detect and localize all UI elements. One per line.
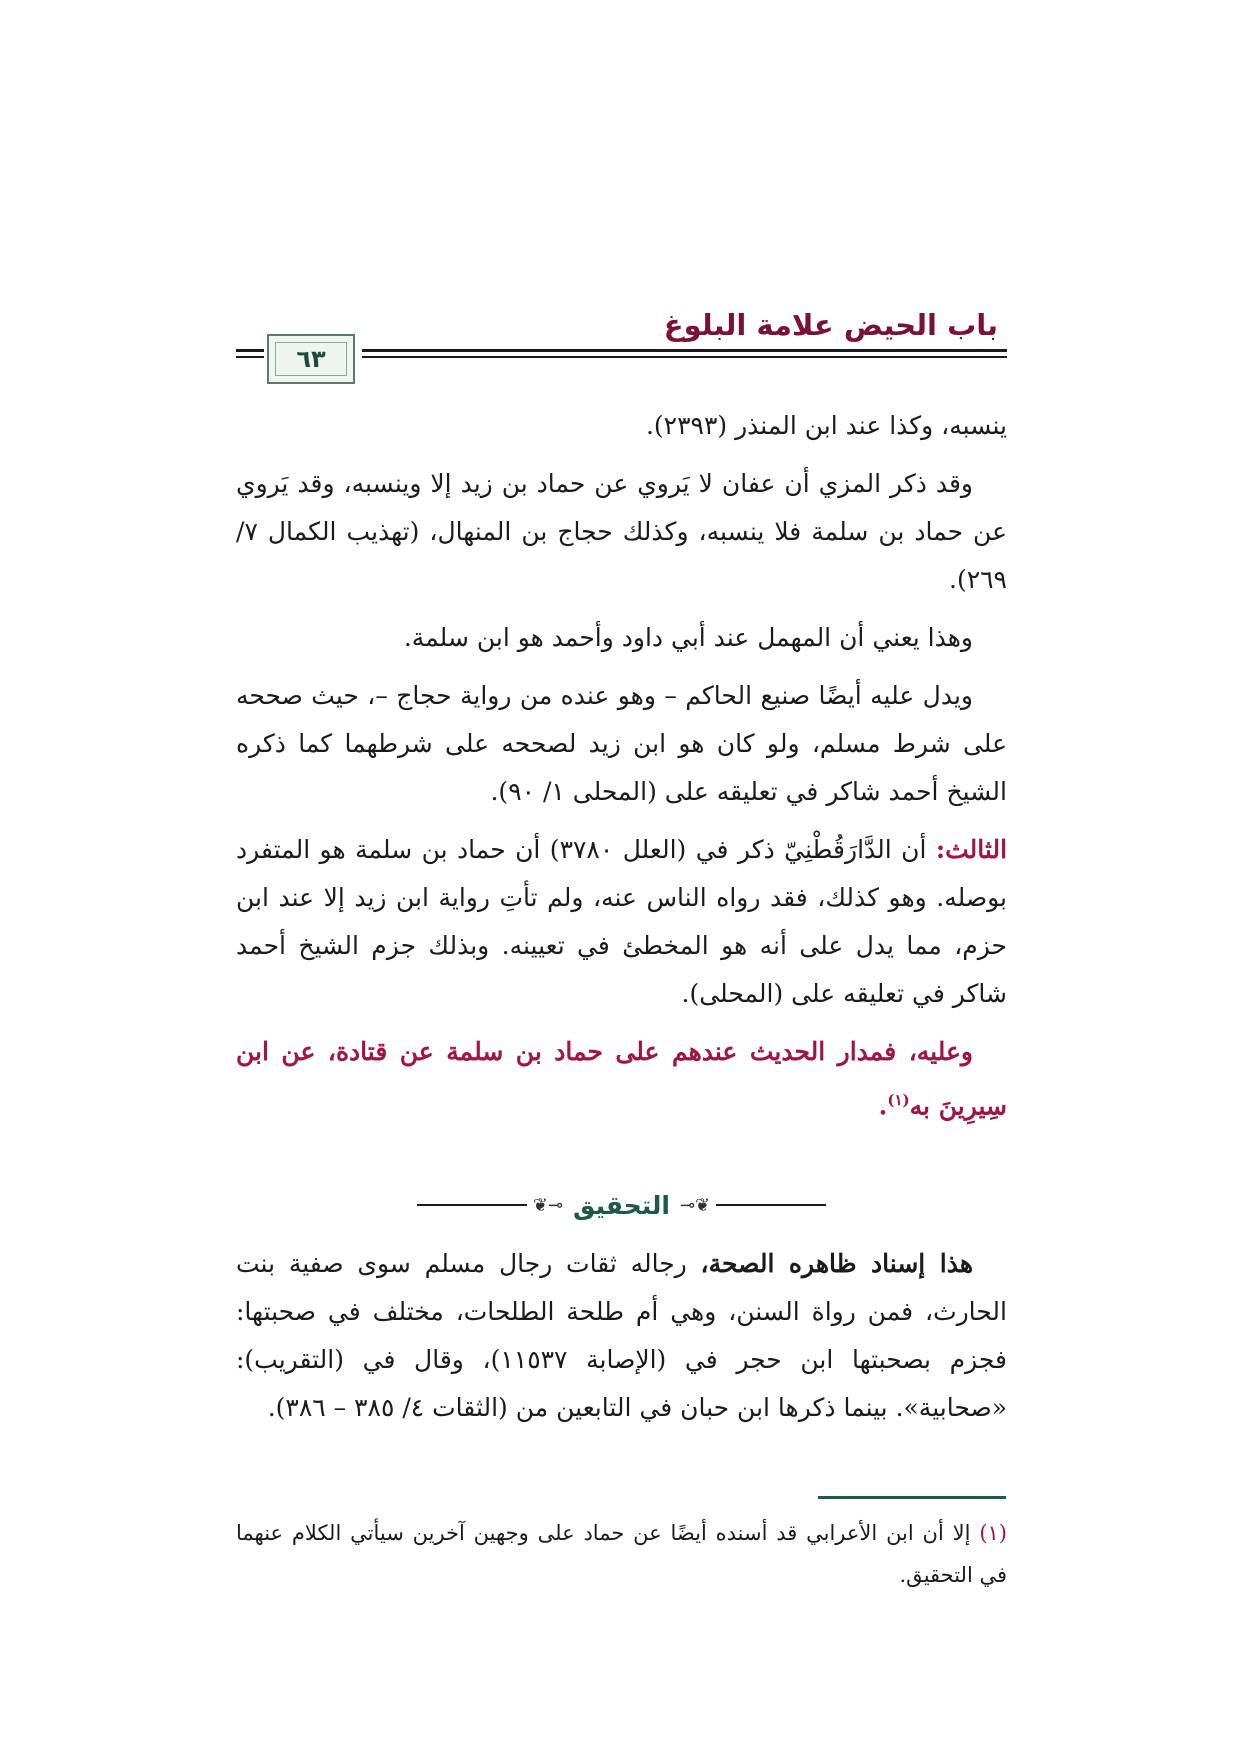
ornament-line-right — [716, 1204, 826, 1206]
page-number-frame — [267, 334, 355, 384]
conclusion-text: وعليه، فمدار الحديث عندهم على حماد بن سلمة عن قتادة، عن ابن سِيرِينَ به — [236, 1037, 1007, 1121]
paragraph-4: ويدل عليه أيضًا صنيع الحاكم – وهو عنده من رواية حجاج –، حيث صححه على شرط مسلم، ولو كان هو ابن زيد لصححه على شرطهما كما ذكره الشيخ أحمد شاكر في تعليقه على (المحلى ١/ ٩٠). — [236, 681, 1007, 806]
tahqiq-text — [236, 1240, 1007, 1432]
header-rule-left-stub-secondary — [236, 356, 264, 358]
footnote-text: إلا أن ابن الأعرابي قد أسنده أيضًا عن حماد على وجهين آخرين سيأتي الكلام عنهما في التحقيق. — [236, 1521, 1007, 1587]
paragraph-2: وقد ذكر المزي أن عفان لا يَروي عن حماد بن زيد إلا وينسبه، وقد يَروي عن حماد بن سلمة فلا ينسبه، وكذلك حجاج بن المنهال، (تهذيب الكمال ٧/ ٢٦٩). — [236, 469, 1007, 594]
paragraph-1: ينسبه، وكذا عند ابن المنذر (٢٣٩٣). — [645, 411, 1007, 440]
section-heading — [236, 1185, 1007, 1225]
ornament-left-icon: ⟜❦ — [532, 1194, 564, 1216]
footnote-number: (١) — [979, 1521, 1007, 1545]
conclusion-end: . — [878, 1091, 888, 1121]
ornament-right-icon: ❦⊸ — [679, 1194, 711, 1216]
paragraph-5-text: أن الدَّارَقُطْنِيّ ذكر في (العلل ٣٧٨٠) أن حماد بن سلمة هو المتفرد بوصله. وهو كذلك، فقد رواه الناس عنه، ولم تأتِ رواية ابن زيد إلا عند ابن حزم، مما يدل على أنه هو المخطئ في تعيينه. وبذلك جزم الشيخ أحمد شاكر في تعليقه على (المحلى). — [236, 835, 1007, 1008]
tahqiq-body: رجاله ثقات رجال مسلم سوى صفية بنت الحارث، فمن رواة السنن، وهي أم طلحة الطلحات، مختلف في صحبتها: فجزم بصحبتها ابن حجر في (الإصابة ١١٥٣٧)، وقال في (التقريب): «صحابية». بينما ذكرها ابن حبان في التابعين من (الثقات ٤/ ٣٨٥ – ٣٨٦). — [236, 1249, 1007, 1422]
tahqiq-lead: هذا إسناد ظاهره الصحة، — [700, 1249, 974, 1278]
page-number: ٦٣ — [275, 342, 347, 376]
header-rule-main — [362, 349, 1007, 352]
tahqiq-paragraph — [236, 1240, 1007, 1432]
body-text — [236, 402, 1007, 1130]
conclusion-paragraph — [236, 1028, 1007, 1130]
paragraph-3: وهذا يعني أن المهمل عند أبي داود وأحمد هو ابن سلمة. — [403, 623, 973, 652]
footnote-separator — [818, 1496, 1006, 1499]
header-rule-left-stub — [236, 349, 264, 352]
header-rule-secondary — [362, 356, 1007, 358]
section-title: التحقيق — [573, 1190, 670, 1220]
footnote-reference[interactable]: (١) — [887, 1091, 910, 1109]
ornament-line-left — [417, 1204, 527, 1206]
paragraph-5 — [236, 826, 1007, 1018]
footnote — [236, 1512, 1007, 1596]
running-title: باب الحيض علامة البلوغ — [663, 308, 998, 342]
third-point-label: الثالث: — [935, 835, 1008, 864]
